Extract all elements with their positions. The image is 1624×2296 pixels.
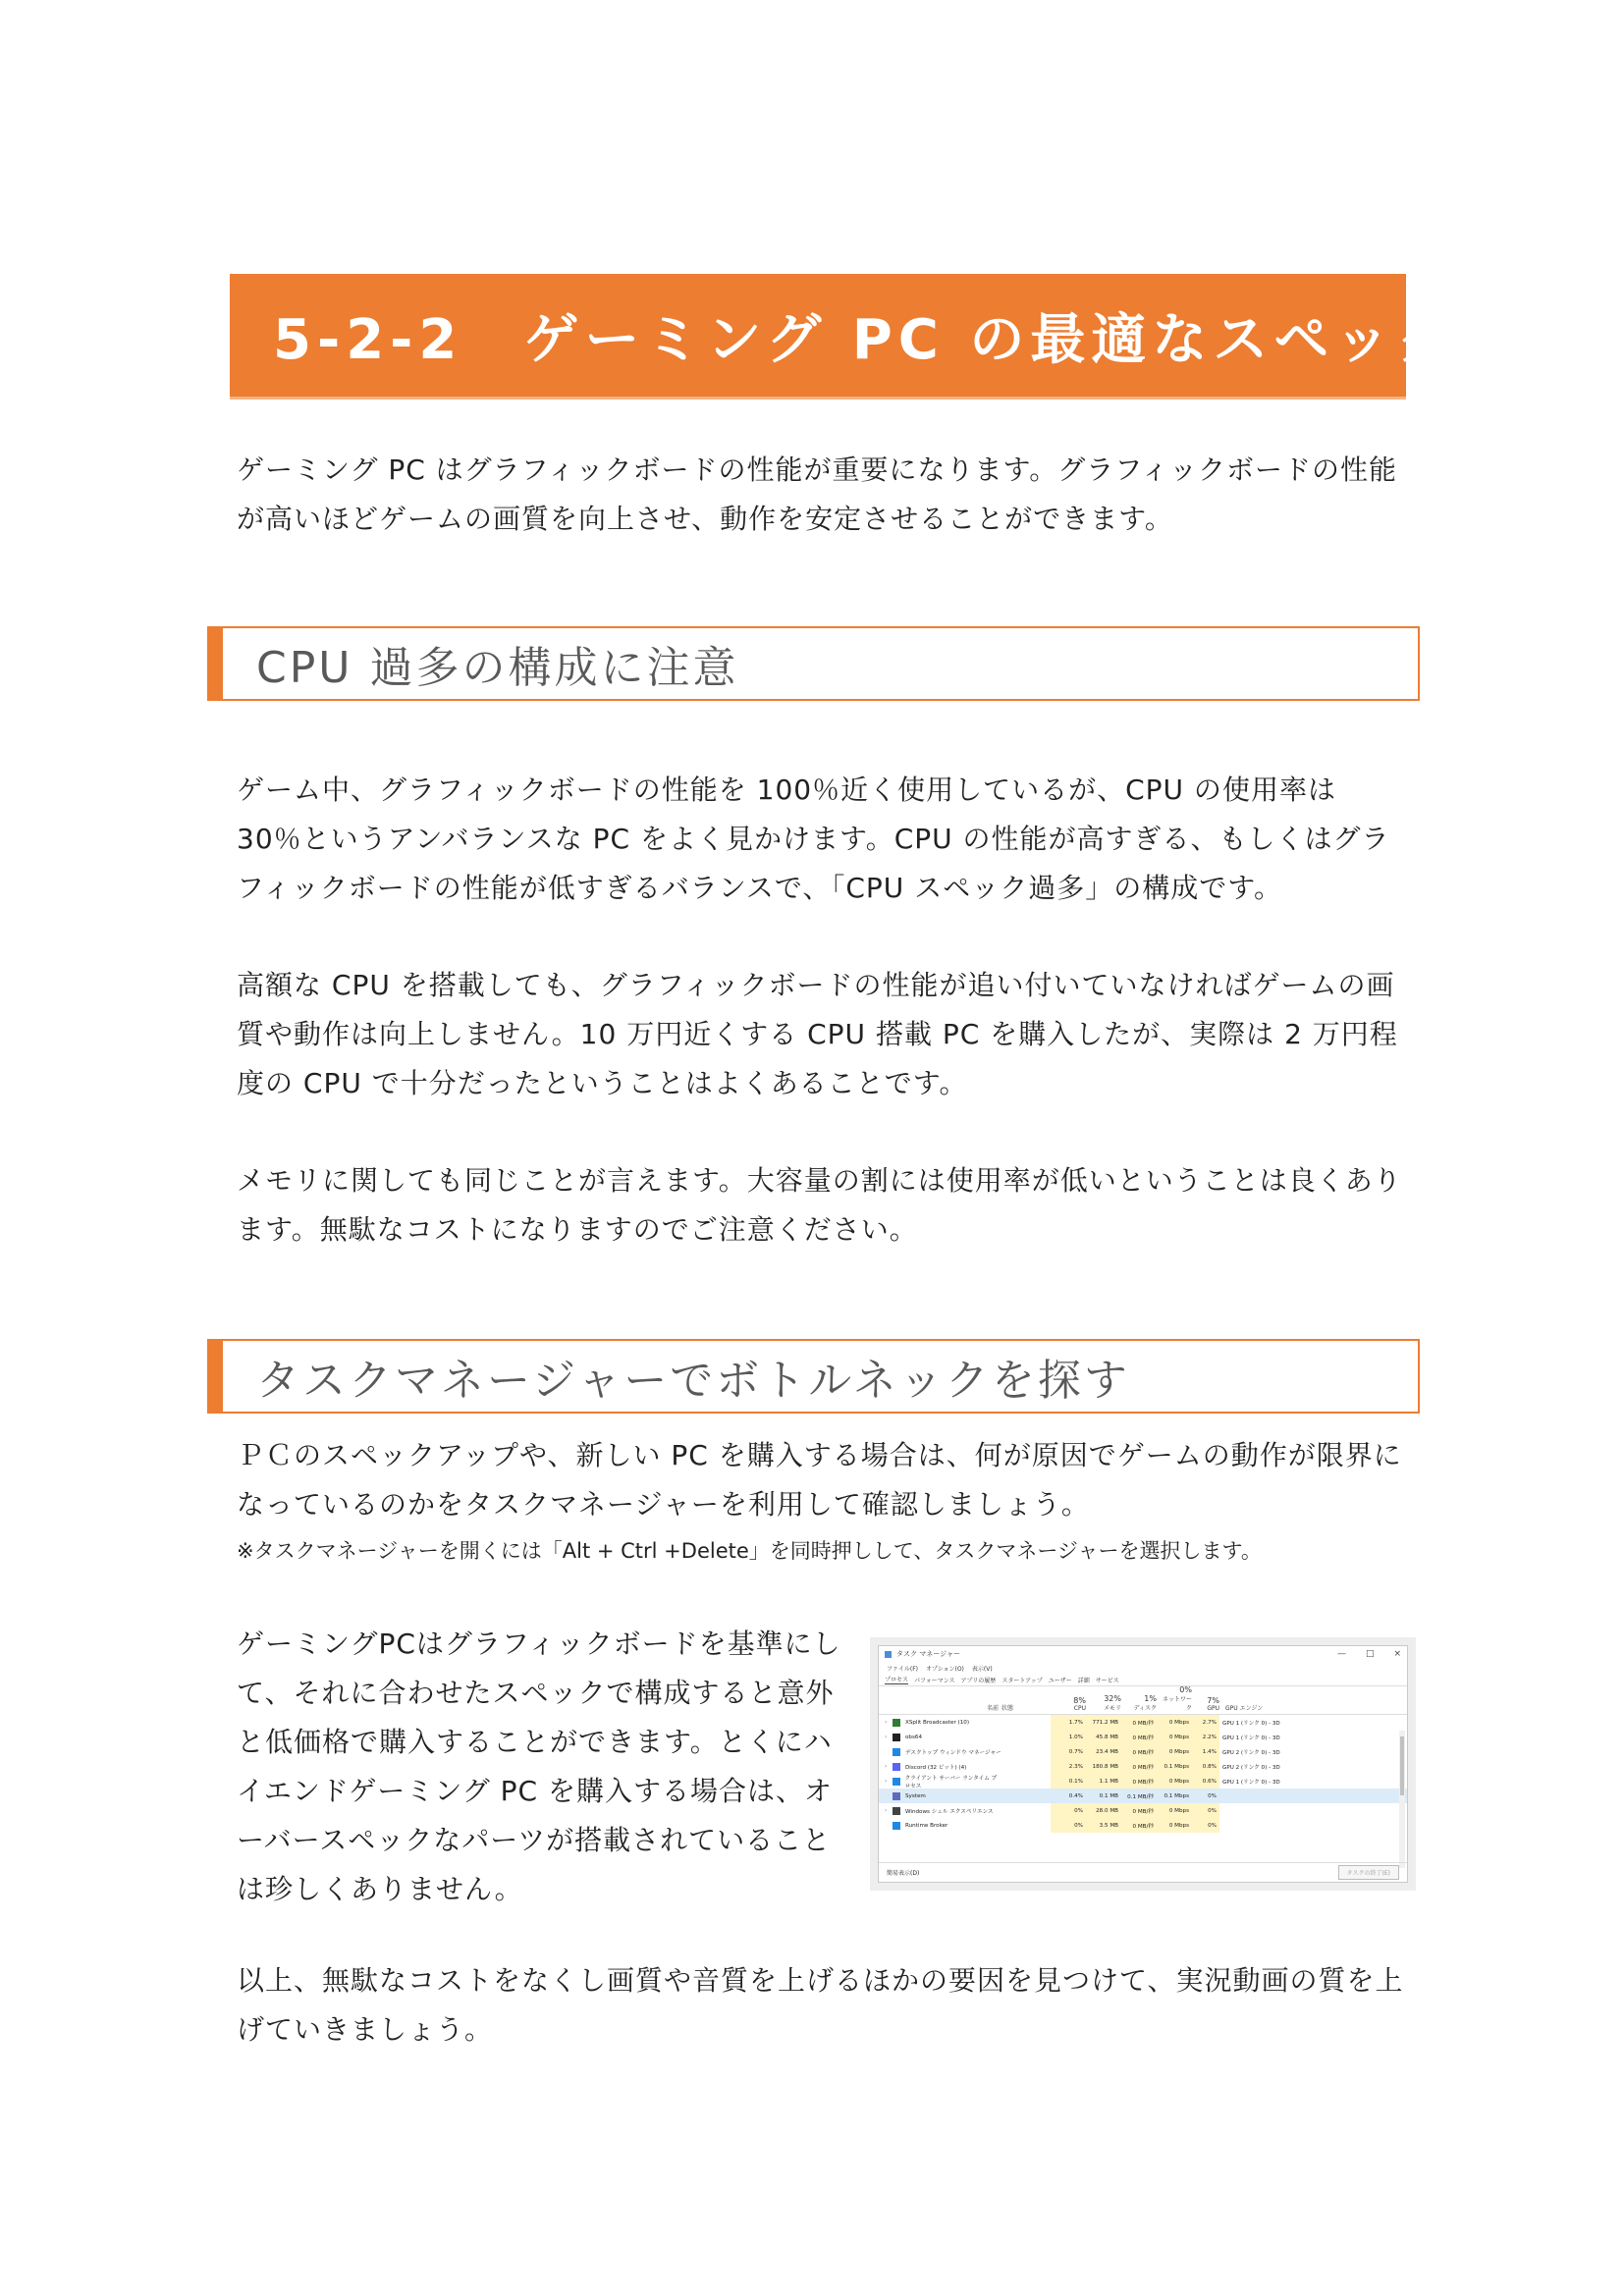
process-name-cell: [879, 1792, 1001, 1800]
fewer-details-link[interactable]: 簡易表示(D): [887, 1870, 920, 1877]
memory-cell: 28.0 MB: [1086, 1803, 1121, 1818]
network-cell: 0 Mbps: [1157, 1803, 1192, 1818]
tab-processes[interactable]: プロセス: [885, 1677, 909, 1683]
network-cell: 0.1 Mbps: [1157, 1759, 1192, 1774]
gpu-cell: 0%: [1192, 1803, 1219, 1818]
column-cpu[interactable]: 8% CPU: [1073, 1696, 1086, 1712]
cpu-cell: 0%: [1051, 1818, 1086, 1833]
minimize-icon[interactable]: —: [1336, 1649, 1346, 1659]
disk-cell: 0 MB/秒: [1121, 1744, 1157, 1759]
process-name: System: [905, 1792, 926, 1799]
tab-app-history[interactable]: アプリの履歴: [960, 1677, 997, 1684]
memory-cell: 3.5 MB: [1086, 1818, 1121, 1833]
cpu-cell: 0%: [1051, 1803, 1086, 1818]
column-gpu-engine[interactable]: GPU エンジン: [1225, 1705, 1264, 1712]
table-row[interactable]: [879, 1803, 1407, 1818]
process-name: obs64: [905, 1734, 923, 1740]
process-name-cell: [879, 1822, 1001, 1830]
gpu-cell: 0.8%: [1192, 1759, 1219, 1774]
cpu-cell: 0.4%: [1051, 1789, 1086, 1803]
disk-cell: 0 MB/秒: [1121, 1730, 1157, 1744]
disk-cell: 0.1 MB/秒: [1121, 1789, 1157, 1803]
process-icon: [893, 1734, 900, 1741]
table-row[interactable]: [879, 1789, 1407, 1803]
process-name: Windows シェル エクスペリエンス: [905, 1808, 994, 1815]
column-disk[interactable]: 1% ディスク: [1133, 1694, 1157, 1712]
tm-process-list: [879, 1715, 1407, 1833]
process-name: デスクトップ ウィンドウ マネージャー: [905, 1749, 1001, 1756]
cpu-cell: 2.3%: [1051, 1759, 1086, 1774]
section-heading-text: タスクマネージャーでボトルネックを探す: [256, 1356, 1130, 1406]
process-name-cell: [879, 1807, 1001, 1815]
gpu-cell: 1.4%: [1192, 1744, 1219, 1759]
expand-chevron-icon[interactable]: ›: [885, 1734, 888, 1740]
column-memory[interactable]: 32% メモリ: [1103, 1694, 1121, 1712]
closing-paragraph: 以上、無駄なコストをなくし画質や音質を上げるほかの要因を見つけて、実況動画の質を上げていきましょう。: [237, 1964, 1404, 2046]
column-name[interactable]: 名前: [986, 1705, 999, 1712]
cpu-cell: 1.7%: [1051, 1715, 1086, 1730]
process-icon: [893, 1778, 900, 1786]
table-row[interactable]: [879, 1715, 1407, 1730]
memory-cell: 0.1 MB: [1086, 1789, 1121, 1803]
process-name-cell: [879, 1748, 1001, 1756]
tm-menu-bar: [879, 1662, 1407, 1674]
intro-paragraph: ゲーミング PC はグラフィックボードの性能が重要になります。グラフィックボードの性能が高いほどゲームの画質を向上させ、動作を安定させることができます。: [237, 454, 1397, 535]
tab-services[interactable]: サービス: [1095, 1677, 1119, 1684]
process-name-cell: [879, 1719, 1001, 1727]
table-row[interactable]: [879, 1744, 1407, 1759]
section-heading-cpu: [207, 626, 1420, 701]
memory-cell: 45.8 MB: [1086, 1730, 1121, 1744]
network-cell: 0.1 Mbps: [1157, 1789, 1192, 1803]
expand-chevron-icon[interactable]: ›: [885, 1763, 888, 1770]
section-heading-taskmanager: [207, 1339, 1420, 1414]
gpu-cell: 0%: [1192, 1789, 1219, 1803]
memory-cell: 771.2 MB: [1086, 1715, 1121, 1730]
gpu-engine-cell: GPU 1 (リンク 0) - 3D: [1222, 1735, 1280, 1741]
table-row[interactable]: [879, 1759, 1407, 1774]
process-icon: [893, 1822, 900, 1830]
task-manager-icon: [885, 1651, 892, 1658]
gpu-engine-cell: GPU 1 (リンク 0) - 3D: [1222, 1720, 1280, 1727]
process-icon: [893, 1719, 900, 1727]
gpu-engine-cell: GPU 2 (リンク 0) - 3D: [1222, 1764, 1280, 1771]
network-cell: 0 Mbps: [1157, 1774, 1192, 1789]
column-network[interactable]: 0% ネットワーク: [1162, 1685, 1192, 1712]
process-icon: [893, 1763, 900, 1771]
expand-chevron-icon[interactable]: ›: [885, 1719, 888, 1726]
gpu-cell: 2.2%: [1192, 1730, 1219, 1744]
tm-footer: [879, 1862, 1407, 1882]
cpu-cell: 0.7%: [1051, 1744, 1086, 1759]
maximize-icon[interactable]: □: [1365, 1649, 1375, 1659]
gpu-cell: 0%: [1192, 1818, 1219, 1833]
network-cell: 0 Mbps: [1157, 1715, 1192, 1730]
close-icon[interactable]: ×: [1393, 1649, 1401, 1659]
memory-cell: 1.1 MB: [1086, 1774, 1121, 1789]
process-name-cell: [879, 1763, 1001, 1771]
disk-cell: 0 MB/秒: [1121, 1818, 1157, 1833]
gpu-engine-cell: GPU 1 (リンク 0) - 3D: [1222, 1779, 1280, 1786]
process-icon: [893, 1748, 900, 1756]
section-heading-text: CPU 過多の構成に注意: [256, 643, 739, 693]
end-task-button[interactable]: タスクの終了(E): [1338, 1865, 1399, 1880]
chapter-title-band: [230, 274, 1457, 400]
column-status[interactable]: 状態: [1001, 1705, 1014, 1712]
cpu-cell: 1.0%: [1051, 1730, 1086, 1744]
tm-scrollbar[interactable]: [1399, 1731, 1405, 1868]
process-name-cell: [879, 1734, 1001, 1741]
column-gpu[interactable]: 7% GPU: [1207, 1696, 1219, 1712]
memory-cell: 180.8 MB: [1086, 1759, 1121, 1774]
network-cell: 0 Mbps: [1157, 1744, 1192, 1759]
menu-file[interactable]: ファイル(F): [887, 1665, 919, 1673]
process-name: クライアント サーバー ランタイム プロセス: [904, 1775, 998, 1789]
tm-window-title: タスク マネージャー: [896, 1650, 960, 1658]
tab-details[interactable]: 詳細: [1077, 1677, 1090, 1684]
table-row[interactable]: [879, 1818, 1407, 1833]
tm-tab-bar: [879, 1674, 1407, 1686]
cpu-paragraph-2: 高額な CPU を搭載しても、グラフィックボードの性能が追い付いていなければゲームの画質や動作は向上しません。10 万円近くする CPU 搭載 PC を購入したが、実際は 2 万円程度の CPU で十分だったということはよくあることです。: [237, 969, 1398, 1099]
process-icon: [893, 1792, 900, 1800]
menu-view[interactable]: 表示(V): [971, 1665, 993, 1673]
task-manager-screenshot: [870, 1637, 1416, 1891]
disk-cell: 0 MB/秒: [1121, 1715, 1157, 1730]
disk-cell: 0 MB/秒: [1121, 1803, 1157, 1818]
gpu-cell: 0.6%: [1192, 1774, 1219, 1789]
disk-cell: 0 MB/秒: [1121, 1759, 1157, 1774]
gpu-cell: 2.7%: [1192, 1715, 1219, 1730]
tm-titlebar: [879, 1646, 1407, 1662]
expand-chevron-icon[interactable]: ›: [885, 1778, 888, 1785]
cpu-cell: 0.1%: [1051, 1774, 1086, 1789]
process-name: XSplit Broadcaster (10): [905, 1719, 970, 1726]
taskmanager-note: ※タスクマネージャーを開くには「Alt + Ctrl +Delete」を同時押しして、タスクマネージャーを選択します。: [237, 1539, 1262, 1563]
process-icon: [893, 1807, 900, 1815]
cpu-paragraph-3: メモリに関しても同じことが言えます。大容量の割には使用率が低いということは良くあります。無駄なコストになりますのでご注意ください。: [237, 1164, 1402, 1246]
process-name: Discord (32 ビット) (4): [905, 1764, 967, 1771]
cpu-paragraph-1: ゲーム中、グラフィックボードの性能を 100％近く使用しているが、CPU の使用率は 30％というアンバランスな PC をよく見かけます。CPU の性能が高すぎる、もしくはグラフィックボードの性能が低すぎるバランスで、「CPU スペック過多」の構成です。: [237, 774, 1390, 904]
taskmanager-paragraph: ＰＣのスペックアップや、新しい PC を購入する場合は、何が原因でゲームの動作が限界になっているのかをタスクマネージャーを利用して確認しましょう。: [237, 1439, 1402, 1521]
process-name-cell: [879, 1774, 1001, 1789]
tab-startup[interactable]: スタートアップ: [1001, 1677, 1043, 1684]
gpu-engine-cell: GPU 2 (リンク 0) - 3D: [1222, 1749, 1280, 1756]
disk-cell: 0 MB/秒: [1121, 1774, 1157, 1789]
network-cell: 0 Mbps: [1157, 1818, 1192, 1833]
memory-cell: 23.4 MB: [1086, 1744, 1121, 1759]
tab-users[interactable]: ユーザー: [1048, 1677, 1072, 1684]
table-row[interactable]: [879, 1774, 1407, 1789]
menu-options[interactable]: オプション(O): [926, 1665, 964, 1673]
gaming-pc-paragraph: ゲーミングPCはグラフィックボードを基準にして、それに合わせたスペックで構成すると意外と低価格で購入することができます。とくにハイエンドゲーミング PC を購入する場合は、オーバースペックなパーツが搭載されていることは珍しくありません。: [237, 1628, 841, 1905]
network-cell: 0 Mbps: [1157, 1730, 1192, 1744]
chapter-title: 5-2-2 ゲーミング PC の最適なスペック: [273, 307, 1457, 372]
tab-performance[interactable]: パフォーマンス: [914, 1677, 955, 1684]
task-manager-window: [878, 1645, 1408, 1883]
table-row[interactable]: [879, 1730, 1407, 1744]
process-name: Runtime Broker: [905, 1822, 948, 1829]
expand-chevron-icon[interactable]: ›: [885, 1807, 888, 1814]
tm-column-header: [879, 1686, 1407, 1715]
tm-scrollbar-thumb[interactable]: [1400, 1736, 1404, 1795]
